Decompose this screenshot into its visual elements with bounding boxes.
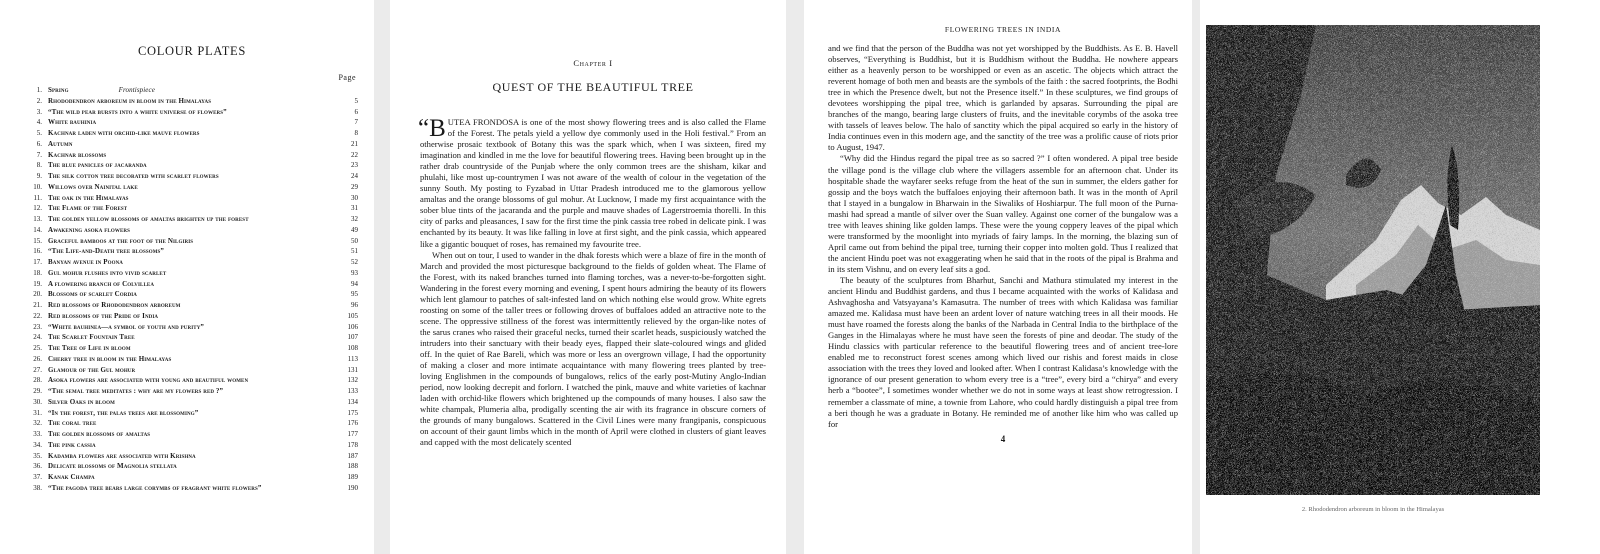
plate-list-item [26,322,358,333]
plate-page-number: 132 [347,376,358,385]
plate-number: 2. [36,96,42,105]
plate-title-text: Autumn [48,139,73,148]
plate-list-item [26,160,358,171]
plate-number: 1. [36,86,42,94]
plate-list-item [26,85,358,96]
plate-list-item [26,365,358,376]
plate-number: 4. [36,118,42,127]
plate-number: 22. [33,311,42,320]
plate-list-item [26,397,358,408]
plate-list-item [26,193,358,204]
plate-list-item [26,440,358,451]
plate-list-item [26,418,358,429]
plate-number: 36. [33,462,42,471]
text-page [804,0,1192,554]
plate-number: 14. [33,225,42,234]
plate-list-item [26,214,358,225]
himalaya-plate-image [1206,25,1540,495]
plate-title-text: Kachnar blossoms [48,150,107,159]
paragraph [420,117,766,250]
plate-number: 34. [33,440,42,449]
plate-list-item [26,203,358,214]
plate-number: 9. [36,172,42,180]
plate-title-text: The blue panicles of jacaranda [48,161,147,170]
plate-title-text: Cherry tree in bloom in the Himalayas [48,354,172,363]
plate-page-number: 30 [351,193,358,202]
plate-number: 16. [33,247,42,256]
plate-title [48,85,336,96]
plate-list-item [26,332,358,343]
plate-title [48,343,336,354]
page-column-header: Page [338,73,356,82]
chapter-title: QUEST OF THE BEAUTIFUL TREE [492,80,694,94]
plate-number: 7. [36,150,42,159]
plate-title-text: The Tree of Life in bloom [48,344,131,352]
plate-page-number: 133 [347,387,358,395]
plate-title-text: Glamour of the Gul mohur [48,365,136,374]
plate-page-number: 50 [351,236,358,245]
plate-title [48,246,336,257]
plate-title [48,150,336,161]
plate-title-text: Banyan avenue in Poona [48,258,124,266]
colour-plates-page [0,0,374,554]
plate-title-text: The golden blossoms of amaltas [48,430,151,438]
plate-list-item [26,107,358,118]
plate-number: 19. [33,279,42,288]
plate-page-number: 5 [354,96,358,105]
plate-title-text: “White bauhinea—a symbol of youth and purity” [48,322,205,331]
plate-title [48,461,336,472]
plate-list-item [26,289,358,300]
plate-number: 24. [33,333,42,342]
plate-list-item [26,451,358,462]
plate-title [48,322,336,333]
plate-number: 8. [36,161,42,170]
drop-cap: “B [418,115,446,142]
plate-list-item [26,311,358,322]
plate-page-number: 175 [347,408,358,417]
plate-title [48,375,336,386]
plate-page-number: 22 [351,150,358,159]
plate-list-item [26,354,358,365]
plate-list-item [26,300,358,311]
plate-list-item [26,128,358,139]
plate-title [48,354,336,365]
plate-number: 31. [33,408,42,417]
plate-number: 21. [33,301,42,309]
plate-number: 33. [33,430,42,438]
plate-title [48,397,336,408]
plate-title [48,214,336,225]
plate-title [48,193,336,204]
plate-title [48,311,336,322]
plate-list-item [26,483,358,494]
plate-number: 35. [33,451,42,460]
plate-page-number: 188 [347,462,358,471]
plate-page-number: 105 [347,311,358,320]
plate-page-number: 52 [351,258,358,266]
plate-list-item [26,268,358,279]
plate-number: 27. [33,365,42,374]
plate-title [48,268,336,279]
plate-list-item [26,139,358,150]
plate-page-number: 21 [351,139,358,148]
plate-title [48,117,336,128]
plate-title [48,203,336,214]
plate-number: 20. [33,290,42,299]
plate-page-number: 176 [347,419,358,428]
plate-title-text: “In the forest, the palas trees are blossoming” [48,408,199,417]
plate-page-number: 51 [351,247,358,256]
plate-title-text: Willows over Nainital lake [48,182,138,191]
plate-title-text: The silk cotton tree decorated with scarlet flowers [48,172,219,180]
plate-title-text: “The semal tree meditates : why are my flowers red ?” [48,387,224,395]
plate-page-number: 24 [351,172,358,180]
plate-page-number: 6 [354,107,358,116]
paragraph-text: UTEA FRONDOSA is one of the most showy flowering trees and is also called the Flame of the Forest. The petals yield a yellow dye commonly used in the Holi festival.” From an otherwise prosaic textbook of Botany this was the spark which, when I was sixteen, fired my imagination and kindled in me the love for beautiful flowering trees. Having been brought up in the rather drab countryside of the Punjab where the only common trees are the shisham, kikar and phulahi, like most up-countrymen I was not aware of the wealth of colour in the vegetation of the sunny South. My posting to Fyzabad in Uttar Pradesh introduced me to the glamorous yellow amaltas and the orange blossoms of gul mohur. At Lucknow, I made my first acquaintance with the sober blue tints of the jacaranda and the purple and mauve shades of Lagerstroemia thorelli. In this city of parks and pleasances, I saw for the first time the pink cassia tree robed in delicate pink. I was enchanted by its beauty. It was like falling in love at first sight, and the pink cassia, which appeared like a gigantic bouquet of roses, has remained my favourite tree. [420,117,766,249]
plate-title-text: The golden yellow blossoms of amaltas brighten up the forest [48,215,249,223]
plate-title [48,236,336,247]
plate-number: 25. [33,344,42,352]
paragraph: When out on tour, I used to wander in the dhak forests which were a blaze of fire in the month of March and provided the most picturesque background to the fields of golden wheat. The Flame of the Forest, with its naked branches turned into flaming torches, was a never-to-be-forgotten sight. Wandering in the forest every morning and evening, I spent hours admiring the beauty of its flowers which lent glamour to patches of salt-infested land on which nothing else would grow. White egrets roosting on some of the taller trees or following droves of buffaloes added an attractive note to the scene. The oppressive stillness of the forest was intermittently relieved by the organ-like notes of the sarus cranes who raised their graceful necks, turned their scarlet heads, suspiciously watched the intruders into their sanctuary with their beady eyes, flapped their slate-coloured wings and glided off. In the quiet of Rae Bareli, which was more or less an overgrown village, I had the opportunity of making a closer and more intimate acquaintance with many flowering trees planted by tree-loving Englishmen in the compounds of bungalows, relics of the early post-Mutiny Anglo-Indian period, now looking decrepit and forlorn. I watched the pink, mauve and white varieties of kachnar laden with orchid-like flowers which brightened up the compounds of many houses. I also saw the white champak, Plumeria alba, prodigally scenting the air with its fragrance in obscure corners of the grounds of many bungalows. Scattered in the Civil Lines were many frangipanis, conspicuous on account of their gaunt limbs which in the month of April were clothed in clusters of giant leaves and capped with the most delicately scented [420,249,766,448]
plate-title-text: Silver Oaks in bloom [48,397,115,406]
frontispiece-label: Frontispiece [118,86,155,94]
plate-title-text: Red blossoms of Rhododendron arboreum [48,301,181,309]
running-head: FLOWERING TREES IN INDIA [944,25,1062,34]
plate-list-item [26,257,358,268]
plate-number: 23. [33,322,42,331]
page-body [828,43,1178,430]
plate-list-item [26,386,358,397]
plate-caption: 2. Rhododendron arboreum in bloom in the Himalayas [1301,506,1445,513]
plate-page-number: 106 [347,322,358,331]
plate-page-number: 7 [354,118,358,127]
plate-title-text: “The pagoda tree bears large corymbs of fragrant white flowers” [48,483,262,492]
plate-list-item [26,429,358,440]
plate-list-item [26,461,358,472]
plate-title-text: Gul mohur flushes into vivid scarlet [48,268,167,277]
plate-number: 17. [33,258,42,266]
plate-number: 10. [33,182,42,191]
plate-page-number: 94 [351,279,358,288]
chapter-label: Chapter I [573,58,613,68]
plate-title [48,483,336,494]
plate-title [48,279,336,290]
plate-number: 5. [36,129,42,137]
plate-page-number: 96 [351,301,358,309]
plate-title [48,128,336,139]
page-title: COLOUR PLATES [137,44,247,58]
plate-page-number: 93 [351,268,358,277]
plate-title-text: Spring [48,86,69,94]
plate-page-number: 29 [351,182,358,191]
plate-page-number: 95 [351,290,358,299]
plate-list-item [26,150,358,161]
plate-page-number: 177 [347,430,358,438]
plate-list-item [26,408,358,419]
plate-list-item [26,236,358,247]
plate-title [48,300,336,311]
plate-page-number: 32 [351,215,358,223]
plate-list-item [26,225,358,236]
paragraph: and we find that the person of the Buddha was not yet worshipped by the Buddhists. As E. B. Havell observes, “Everything is Buddhist, but it is Buddhism without the Buddha. He nowhere appears either as a heavenly person to be worshipped or even as an ascetic. The objects which attract the reverent homage of both men and beasts are the symbols of the faith : the sacred footprints, the Bodhi tree in which the Presence dwelt, but not the Presence itself.” In these sculptures, we find groups of devotees worshipping the pipal tree, which is garlanded by apsaras. Surrounding the pipal are branches of the mango, bearing large clusters of fruits, and the inevitable corymbs of the asoka tree with tassels of leaves below. The halo of sanctity which the pipal acquired so early in the history of India continues even in this modern age, and the sanctity of the tree was a prolific cause of riots prior to August, 1947. [828,43,1178,153]
plate-page-number: 107 [347,333,358,342]
plate-title [48,107,336,118]
plate-title-text: The oak in the Himalayas [48,193,129,202]
plate-list-item [26,171,358,182]
plate-title [48,160,336,171]
plate-list-item [26,246,358,257]
page-number: 4 [1000,433,1006,444]
chapter-body [420,117,766,448]
plate-title-text: Asoka flowers are associated with young and beautiful women [48,376,249,385]
plate-number: 32. [33,419,42,428]
plate-title-text: Graceful bamboos at the foot of the Nilgiris [48,236,194,245]
plate-page [1200,0,1600,554]
plate-number: 30. [33,397,42,406]
plate-page-number: 108 [347,344,358,352]
plate-title-text: The Flame of the Forest [48,204,128,213]
plate-page-number: 190 [347,483,358,492]
plate-page-number: 189 [347,473,358,481]
plate-number: 13. [33,215,42,223]
plate-number: 11. [33,193,42,202]
plate-number: 37. [33,473,42,481]
chapter-page [390,0,786,554]
plate-number: 38. [33,483,42,492]
plate-number: 12. [33,204,42,213]
plate-title [48,139,336,150]
plate-title-text: Rhododendron arboreum in bloom in the Himalayas [48,96,212,105]
plate-number: 26. [33,354,42,363]
plate-list-item [26,279,358,290]
plate-list-item [26,182,358,193]
plate-list-item [26,343,358,354]
plate-title-text: Blossoms of scarlet Cordia [48,290,137,299]
plate-title-text: Kadamba flowers are associated with Krishna [48,451,196,460]
plate-title-text: “The Life-and-Death tree blossoms” [48,247,165,256]
plate-list-item [26,375,358,386]
plate-title-text: Kanak Champa [48,473,95,481]
plate-title [48,408,336,419]
plate-title-text: Delicate blossoms of Magnolia stellata [48,462,177,471]
plate-page-number: 23 [351,161,358,170]
plate-page-number: 8 [354,129,358,137]
plate-title [48,257,336,268]
plate-title-text: Awakening asoka flowers [48,225,130,234]
plate-number: 29. [33,387,42,395]
plate-page-number: 134 [347,397,358,406]
plate-title [48,289,336,300]
plate-list-item [26,96,358,107]
plate-page-number: 187 [347,451,358,460]
plate-title-text: Kachnar laden with orchid-like mauve flowers [48,129,200,137]
plate-page-number: 31 [351,204,358,213]
plate-title [48,451,336,462]
plate-page-number [336,85,358,96]
plate-title [48,440,336,451]
plate-title-text: A flowering branch of Colvillea [48,279,155,288]
plate-title [48,429,336,440]
plate-title [48,365,336,376]
plate-page-number: 131 [347,365,358,374]
plate-number: 15. [33,236,42,245]
plate-title [48,386,336,397]
paragraph: The beauty of the sculptures from Bharhut, Sanchi and Mathura stimulated my interest in the ancient Hindu and Buddhist gardens, and thus I became acquainted with the works of Kalidasa and Ashvaghosha and Vatsyayana’s Kamasutra. The number of trees with which Kalidasa was familiar amazed me. Kalidasa must have been an ardent lover of nature watching trees in all their moods. He must have roamed the forests along the banks of the Narbada in Central India to the birthplace of the Ganges in the Himalayas where he must have seen the forests of pine and deodar. The study of the Hindu classics with particular reference to the beautiful flowering trees and of ancient tree-lore enabled me to reconstruct forest scenes among which lived our rishis and forest maids in close association with the trees they loved and looked after. When I contrast Kalidasa’s knowledge with the ignorance of our present generation to whom every tree is a “tree”, every bird a “chirya” and every herb a “bootee”, I sometimes wonder whether we do not in some ways at least show retrogression. I remember a classmate of mine, a townie from Lahore, who could hardly distinguish a pipal tree from a beri though he was a graduate in Botany. He reminded me of another like him who was called up for [828,274,1178,429]
plate-number: 28. [33,376,42,385]
plate-list-item [26,472,358,483]
plate-title [48,182,336,193]
plate-page-number: 113 [347,354,358,363]
plate-title-text: The pink cassia [48,440,96,449]
plate-title [48,225,336,236]
plate-title [48,418,336,429]
plate-number: 18. [33,268,42,277]
plate-title [48,96,336,107]
plate-title-text: Red blossoms of the Pride of India [48,311,159,320]
paragraph: “Why did the Hindus regard the pipal tree as so sacred ?” I often wondered. A pipal tree beside the village pond is the village club where the villagers assemble for an afternoon chat. Under its hospitable shade the wayfarer seeks refuge from the heat of the sun in summer, the elders gather for gossip and the boys watch the buffaloes enjoying their afternoon bath. It was in the month of April that I stayed in a bungalow in Bharwain in the Siwaliks of Hoshiarpur. The full moon of the Purna-mashi had spread a mantle of silver over the Suan valley. Against one corner of the bungalow was a tree with leaves shining like golden lamps. These were the young coppery leaves of the pipal which were transformed by the moonlight into myriads of fairy lamps. In the morning, the blazing sun of April came out from behind the pipal tree, turning their copper into molten gold. Thus I realized that the ancient Hindu poet was not exaggerating when he said that in the roots of the pipal is Brahma and in its stem Vishnu, and on every leaf sits a god. [828,153,1178,274]
plate-title-text: White bauhinia [48,118,97,127]
plate-list-item [26,117,358,128]
plate-number: 6. [36,139,42,148]
plate-title-text: The coral tree [48,419,97,428]
plate-title [48,332,336,343]
plate-title-text: The Scarlet Fountain Tree [48,333,135,342]
plate-number: 3. [36,107,42,116]
plate-title [48,171,336,182]
plate-title [48,472,336,483]
plate-page-number: 49 [351,225,358,234]
plate-list [26,85,358,494]
plate-title-text: “The wild pear bursts into a white universe of flowers” [48,107,227,116]
plate-page-number: 178 [347,440,358,449]
